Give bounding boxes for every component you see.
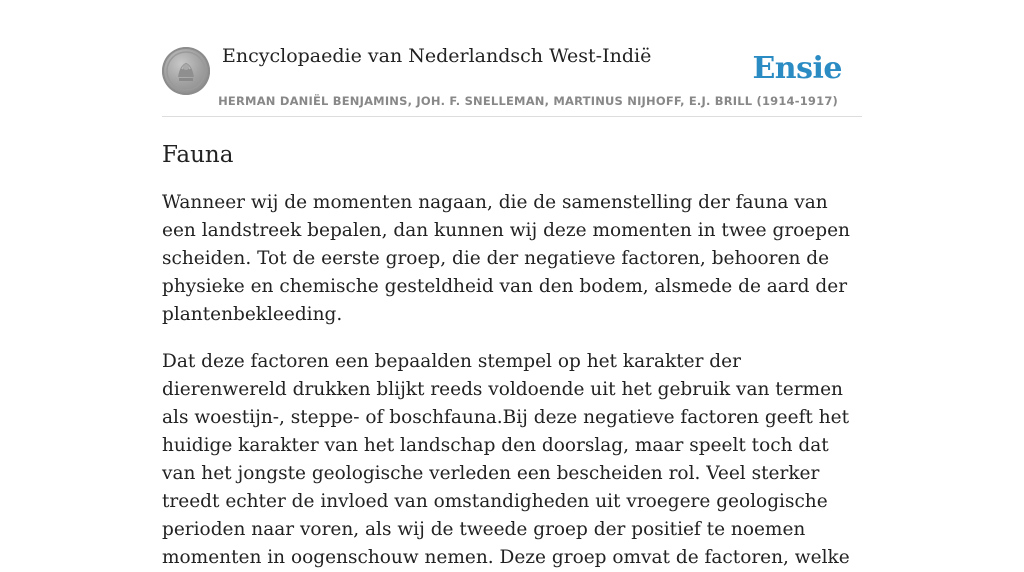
- entry-title: Fauna: [162, 142, 234, 168]
- coin-seal-icon: [162, 47, 210, 95]
- entry-paragraph: Dat deze factoren een bepaalden stempel op het karakter der dierenwereld drukken blijkt reeds voldoende uit het gebruik van termen als woestijn-, steppe- of boschfauna.Bij deze negatieve factoren geeft het huidige karakter van het landschap den doorslag, maar speelt toch dat van het jongste geologische verleden een bescheiden rol. Veel sterker treedt echter de invloed van omstandigheden uit vroegere geologische perioden naar voren, als wij de tweede groep der positief te noemen momenten in oogenschouw nemen. Deze groep omvat de factoren, welke: [162, 351, 850, 568]
- page: [162, 0, 862, 572]
- ensie-logo[interactable]: Ensie: [752, 51, 842, 86]
- authors-line: HERMAN DANIËL BENJAMINS, JOH. F. SNELLEMAN, MARTINUS NIJHOFF, E.J. BRILL (1914-1917): [218, 94, 838, 108]
- book-title[interactable]: Encyclopaedie van Nederlandsch West-Indië: [222, 45, 652, 67]
- entry-paragraph: Wanneer wij de momenten nagaan, die de samenstelling der fauna van een landstreek bepalen, dan kunnen wij deze momenten in twee groepen scheiden. Tot de eerste groep, die der negatieve factoren, behooren de physieke en chemische gesteldheid van den bodem, alsmede de aard der plantenbekleeding.: [162, 192, 850, 325]
- coin-seal-graphic: [162, 47, 210, 95]
- header: [162, 0, 862, 117]
